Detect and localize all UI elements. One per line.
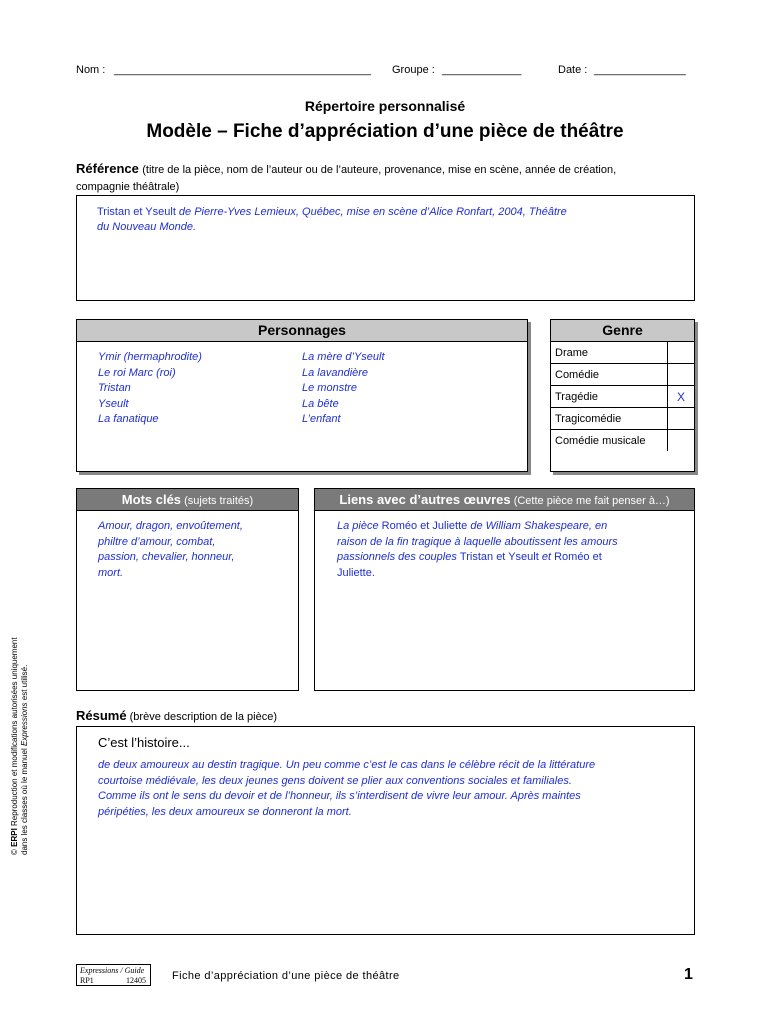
reference-label: Référence [76,161,139,176]
personnages-col1 [98,350,202,428]
character-item: La fanatique [98,413,159,425]
reference-heading [76,161,706,195]
liens-work-title: Tristan et Yseult [459,551,539,563]
reference-hint-2: compagnie théâtrale) [76,181,180,193]
stamp-code: RP1 [80,976,94,985]
reference-play-title: Tristan et Yseult [97,206,176,218]
liens-subtitle: (Cette pièce me fait penser à…) [510,495,670,507]
genre-label: Tragédie [551,386,668,408]
liens-work-title: Roméo et Juliette [381,520,468,532]
page-number: 1 [684,966,693,983]
date-blank[interactable]: _______________ [594,64,686,76]
liens-text: de William Shakespeare, en [467,520,608,532]
character-item: Yseult [98,397,129,410]
genre-row[interactable] [551,364,694,386]
page-title: Modèle – Fiche d’appréciation d’une pièce de théâtre [146,121,624,142]
character-item: La mère d’Yseult [302,351,385,363]
resume-line: courtoise médiévale, les deux jeunes gens doivent se plier aux conventions sociales et familiales. [98,774,572,787]
genre-checkbox[interactable] [668,364,695,386]
stamp-line: Expressions / Guide [80,966,145,975]
reference-details-2: du Nouveau Monde. [97,221,197,233]
resume-intro: C’est l’histoire... [98,735,190,750]
reference-box[interactable] [76,195,695,301]
resume-line: péripéties, les deux amoureux se donneront la mort. [98,805,352,818]
character-item: La lavandière [302,366,369,379]
genre-checkbox[interactable] [668,408,695,430]
groupe-label: Groupe : [392,64,435,76]
liens-box[interactable] [314,510,695,691]
genre-row[interactable] [551,342,694,364]
mots-cles-subtitle: (sujets traités) [181,495,254,507]
resume-label: Résumé [76,708,127,723]
copyright-brand: ERPI [10,828,19,847]
mots-cles-box[interactable] [76,510,299,691]
liens-title: Liens avec d’autres œuvres [339,492,511,507]
genre-checkbox[interactable]: X [668,386,695,408]
liens-text: raison de la fin tragique à laquelle aboutissent les amours [337,535,618,548]
liens-text: passionnels des couples [337,551,460,563]
page-subtitle: Répertoire personnalisé [304,98,466,114]
copyright-text-2a: dans les classes où le manuel [20,746,29,855]
reference-details: de Pierre-Yves Lemieux, Québec, mise en scène d’Alice Ronfart, 2004, Théâtre [175,206,567,218]
genre-row[interactable] [551,408,694,430]
mots-cles-heading [76,488,299,511]
genre-label: Comédie [551,364,668,386]
resume-line: Comme ils ont le sens du devoir et de l’honneur, ils s’interdisent de vivre leur amour. Après maintes [98,790,581,802]
genre-checkbox[interactable] [668,430,695,452]
date-label: Date : [558,64,588,76]
character-item: Le roi Marc (roi) [98,366,176,379]
reference-hint: (titre de la pièce, nom de l’auteur ou de l’auteure, provenance, mise en scène, année de création, [142,164,617,176]
genre-row[interactable] [551,386,694,408]
liens-work-title: Juliette. [337,566,375,579]
liens-text: La pièce [337,520,382,532]
resume-box[interactable] [76,726,695,935]
personnages-heading: Personnages [77,320,527,342]
character-item: L’enfant [302,413,341,425]
liens-heading [314,488,695,511]
header-fields [76,64,696,80]
copyright-text: Reproduction et modifications autorisées uniquement [10,637,19,829]
nom-blank[interactable]: __________________________________________ [114,64,371,76]
resume-line: de deux amoureux au destin tragique. Un peu comme c’est le cas dans le célèbre récit de la littérature [98,759,596,771]
resume-heading [76,708,277,723]
personnages-col2 [302,350,385,428]
genre-label: Tragicomédie [551,408,668,430]
mots-cles-title: Mots clés [121,492,182,507]
copyright-text-2c: est utilisé. [20,664,29,703]
copyright-prefix: © [10,846,19,855]
character-item: Le monstre [302,382,358,394]
genre-heading: Genre [551,320,694,342]
personnages-box[interactable] [76,319,528,472]
genre-label: Comédie musicale [551,430,668,452]
genre-checkbox[interactable] [668,342,695,364]
genre-table [551,342,694,451]
nom-label: Nom : [76,64,106,76]
keyword-line: mort. [98,566,124,579]
genre-box [550,319,695,472]
genre-row[interactable] [551,430,694,452]
footer-caption: Fiche d’appréciation d’une pièce de théâtre [172,970,400,982]
copyright-side-note [10,595,30,855]
copyright-text-2b: Expressions [20,702,29,747]
character-item: Tristan [98,382,131,394]
keyword-line: philtre d’amour, combat, [98,535,216,548]
keyword-line: Amour, dragon, envoûtement, [98,520,243,532]
footer-stamp [76,964,151,986]
stamp-number: 12405 [126,976,146,985]
character-item: Ymir (hermaphrodite) [98,351,202,363]
keyword-line: passion, chevalier, honneur, [98,551,235,563]
genre-label: Drame [555,346,589,359]
character-item: La bête [302,397,339,410]
groupe-blank[interactable]: _____________ [442,64,522,76]
resume-hint: (brève description de la pièce) [126,711,277,723]
liens-text: et [538,551,555,563]
liens-work-title: Roméo et [554,551,602,563]
